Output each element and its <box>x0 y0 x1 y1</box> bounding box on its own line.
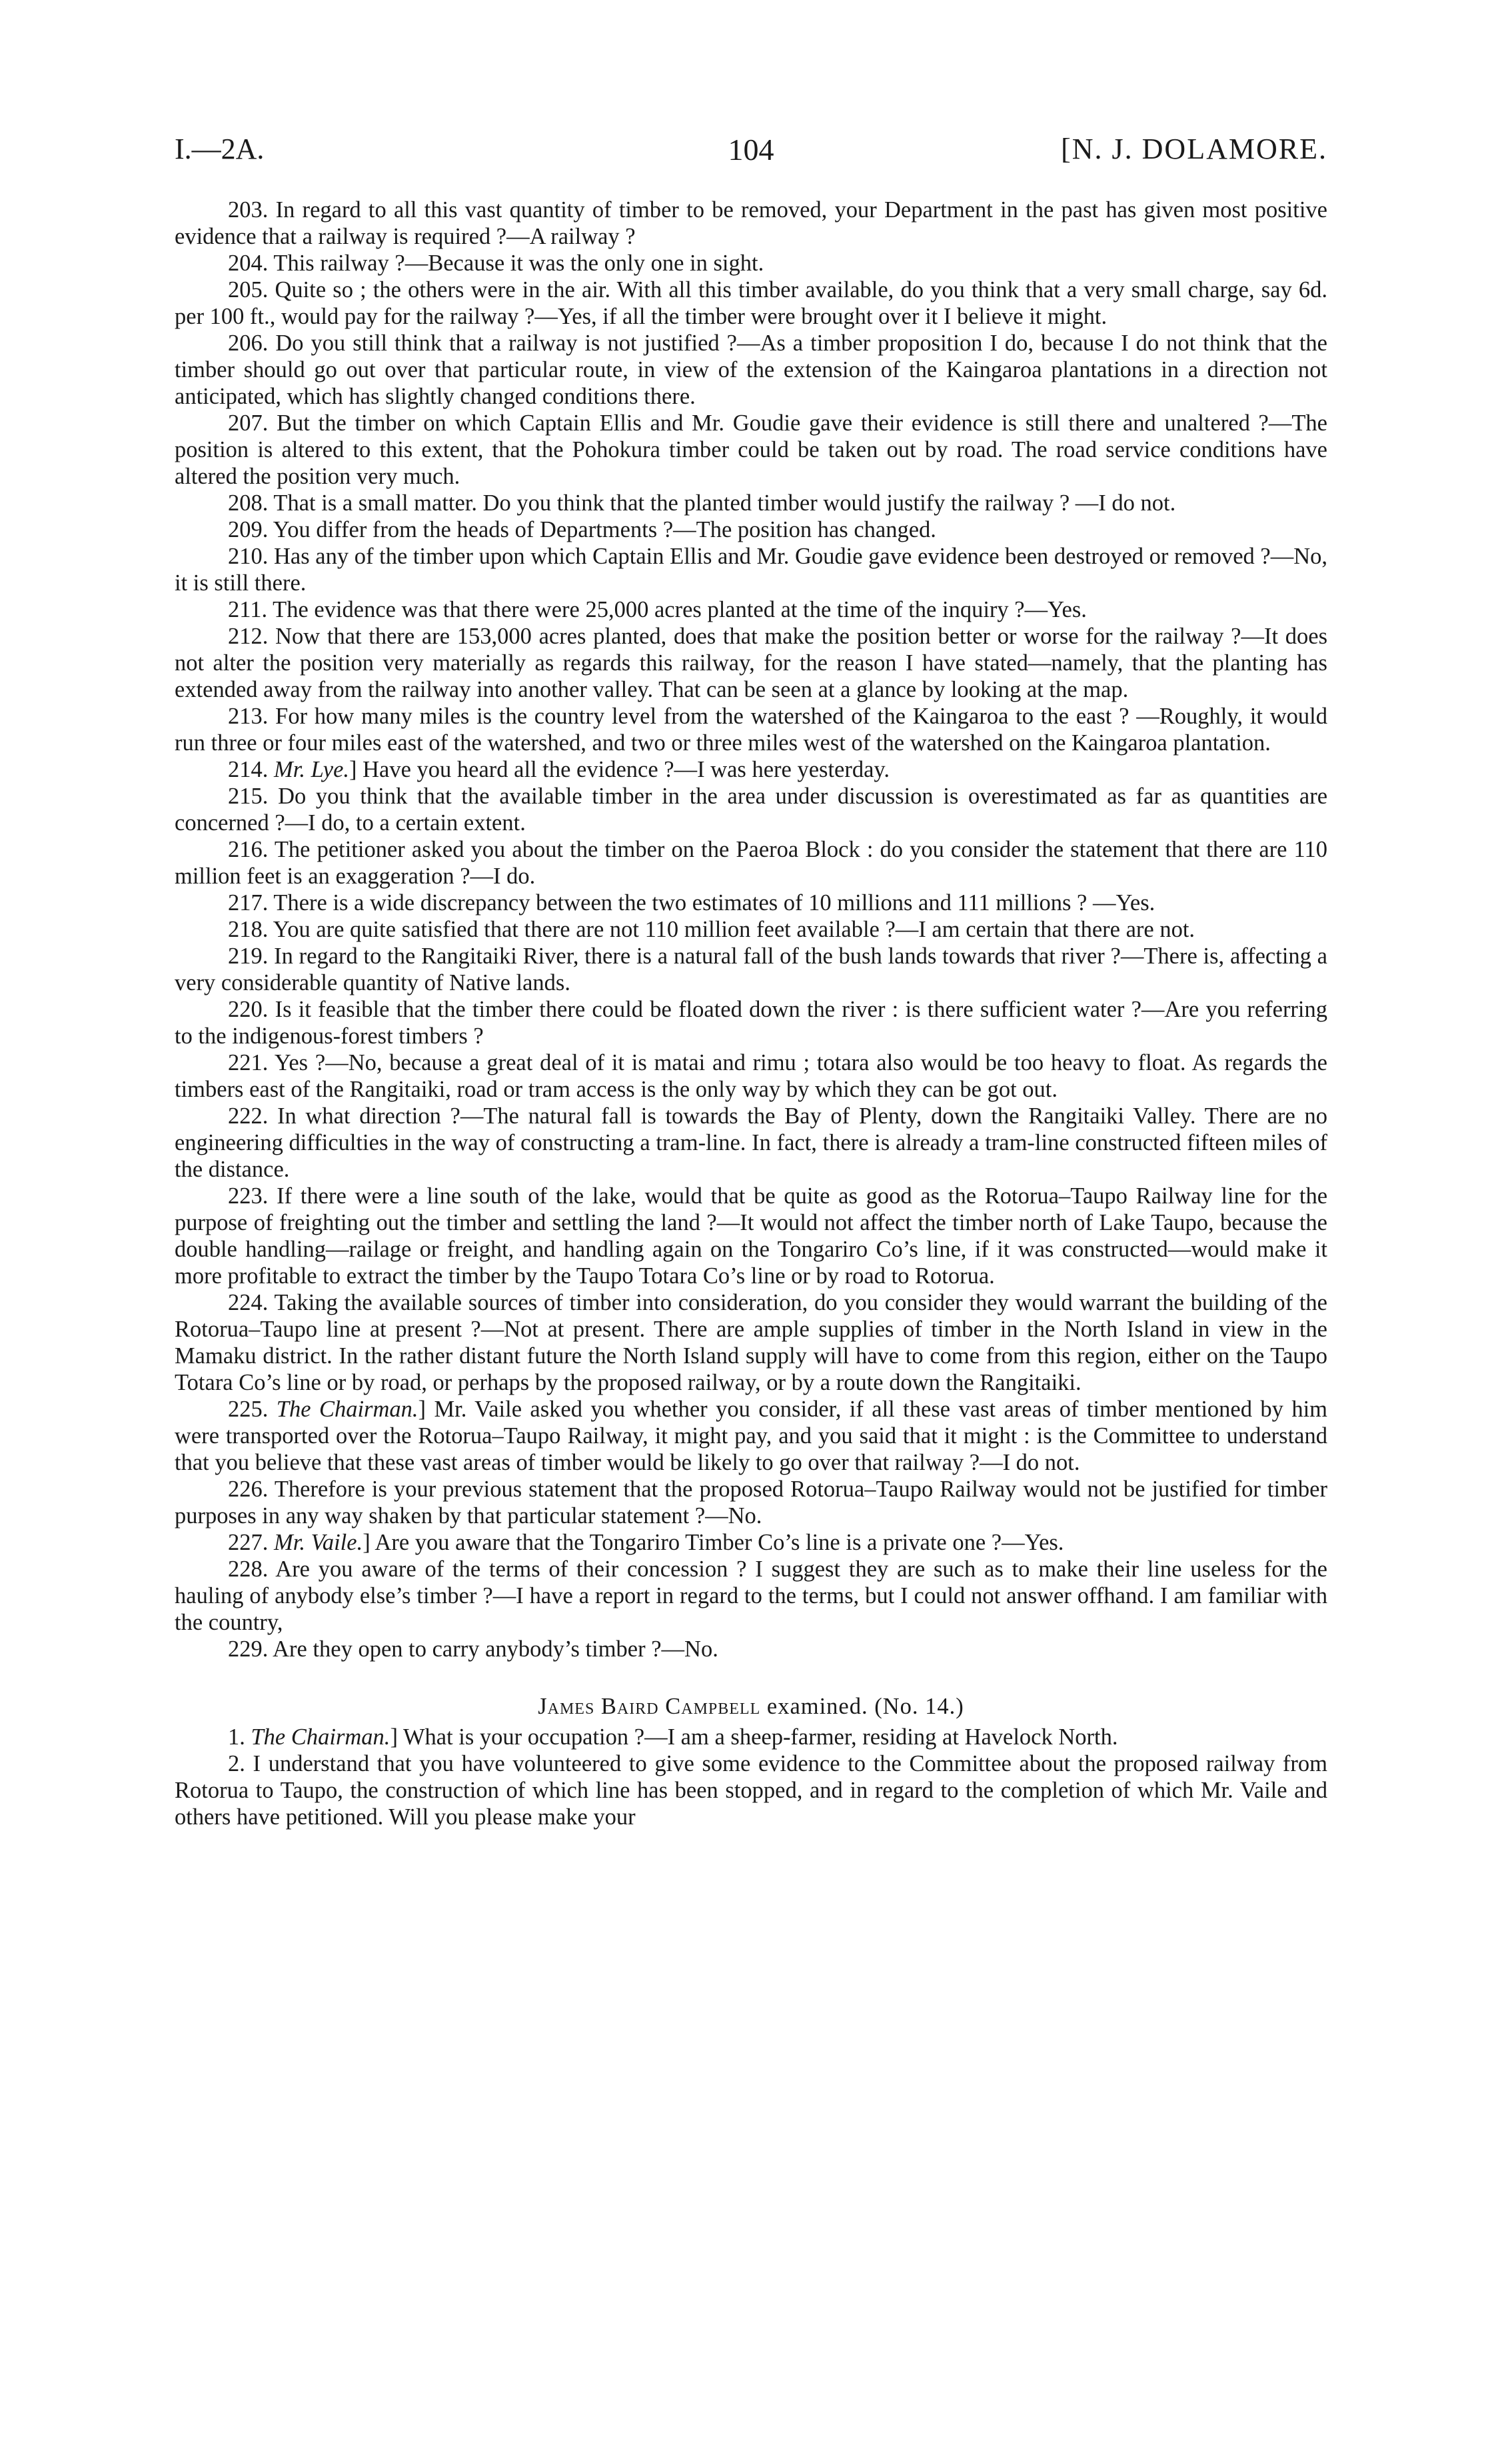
question-number: 206. <box>228 330 269 356</box>
question-text: The evidence was that there were 25,000 acres planted at the time of the inquiry ?—Yes. <box>273 597 1087 622</box>
question-text: Are they open to carry anybody’s timber ?—No. <box>273 1636 718 1662</box>
witness-name-header: [N. J. DOLAMORE. <box>1061 133 1327 165</box>
question-text: I understand that you have volunteered to give some evidence to the Committee about the proposed railway from Rotorua to Taupo, the construction of which line has been stopped, and in regard to the completion of which Mr. Vaile and others have petitioned. Will you please make your <box>175 1751 1327 1830</box>
question-text: Now that there are 153,000 acres planted, does that make the position better or worse for the railway ?—It does not alter the position very materially as regards this railway, for the reason I have stated—namely, that the planting has extended away from the railway into another valley. That can be seen at a glance by looking at the map. <box>175 624 1328 702</box>
question-paragraph <box>175 1750 1327 1830</box>
question-paragraph <box>175 1636 1327 1662</box>
question-number: 229. <box>228 1636 269 1662</box>
question-list <box>175 197 1327 1662</box>
question-number: 211. <box>228 597 268 622</box>
question-text: But the timber on which Captain Ellis and Mr. Goudie gave their evidence is still there and unaltered ?—The position is altered to this extent, that the Pohokura timber could be taken out by road. The road service conditions have altered the position very much. <box>175 410 1327 489</box>
question-text: Therefore is your previous statement that the proposed Rotorua–Taupo Railway would not be justified for timber purposes in any way shaken by that particular statement ?—No. <box>175 1477 1327 1529</box>
question-text: Is it feasible that the timber there could be floated down the river : is there sufficient water ?—Are you referring to the indigenous-forest timbers ? <box>175 997 1328 1049</box>
question-paragraph <box>175 277 1327 330</box>
question-number: 220. <box>228 997 269 1022</box>
question-text: If there were a line south of the lake, would that be quite as good as the Rotorua–Taupo Railway line for the purpose of freighting out the timber and settling the land ?—It would not affect the timber north of Lake Taupo, because the double handling—railage or freight, and handling again on the Tongariro Co’s line, if it was constructed—would make it more profitable to extract the timber by the Taupo Totara Co’s line or by road to Rotorua. <box>175 1183 1328 1289</box>
question-paragraph <box>175 623 1327 703</box>
question-text: There is a wide discrepancy between the two estimates of 10 millions and 111 millions ? —Yes. <box>273 890 1155 916</box>
question-number: 218. <box>228 917 269 942</box>
question-text: Have you heard all the evidence ?—I was here yesterday. <box>363 757 890 782</box>
question-number: 217. <box>228 890 269 916</box>
page-header <box>175 132 1327 172</box>
question-number: 204. <box>228 251 269 276</box>
question-paragraph <box>175 596 1327 623</box>
question-text: You differ from the heads of Departments ?—The position has changed. <box>273 517 936 542</box>
question-number: 208. <box>228 490 269 516</box>
question-number: 228. <box>228 1556 269 1582</box>
question-number: 213. <box>228 704 269 729</box>
section-suffix: examined. (No. 14.) <box>766 1694 964 1719</box>
question-paragraph <box>175 1476 1327 1529</box>
question-text: In regard to the Rangitaiki River, there is a natural fall of the bush lands towards that river ?—There is, affecting a very considerable quantity of Native lands. <box>175 943 1327 995</box>
question-number: 221. <box>228 1050 269 1075</box>
question-number: 227. <box>228 1530 269 1555</box>
question-number: 226. <box>228 1477 269 1502</box>
question-number: 225. <box>228 1397 269 1422</box>
question-text: In regard to all this vast quantity of timber to be removed, your Department in the past has given most positive evidence that a railway is required ?—A railway ? <box>175 197 1327 249</box>
question-number: 224. <box>228 1290 269 1315</box>
page-number: 104 <box>728 133 774 167</box>
question-text: This railway ?—Because it was the only one in sight. <box>273 251 764 276</box>
section-heading <box>175 1693 1327 1720</box>
question-number: 205. <box>228 277 269 303</box>
speaker-name: The Chairman. <box>251 1724 390 1750</box>
question-number: 207. <box>228 410 269 436</box>
paper-reference: I.—2A. <box>175 133 265 165</box>
question-paragraph <box>175 703 1327 756</box>
question-paragraph <box>175 1289 1327 1396</box>
question-number: 223. <box>228 1183 269 1209</box>
question-number: 212. <box>228 624 269 649</box>
question-paragraph <box>175 1556 1327 1636</box>
question-paragraph <box>175 836 1327 890</box>
question-number: 216. <box>228 837 269 862</box>
question-text: Has any of the timber upon which Captain Ellis and Mr. Goudie gave evidence been destroyed or removed ?—No, it is still there. <box>175 544 1327 596</box>
question-text: For how many miles is the country level from the watershed of the Kaingaroa to the east ? —Roughly, it would run three or four miles east of the watershed, and two or three miles west of the watershed on the Kaingaroa plantation. <box>175 704 1327 756</box>
question-text: Do you think that the available timber in the area under discussion is overestimated as far as quantities are concerned ?—I do, to a certain extent. <box>175 784 1328 836</box>
question-paragraph <box>175 197 1327 250</box>
question-paragraph <box>175 250 1327 277</box>
question-paragraph <box>175 943 1327 996</box>
question-number: 209. <box>228 517 269 542</box>
page-body <box>175 197 1327 1830</box>
question-number: 210. <box>228 544 269 569</box>
question-paragraph <box>175 516 1327 543</box>
question-paragraph <box>175 490 1327 516</box>
question-text: The petitioner asked you about the timber on the Paeroa Block : do you consider the statement that there are 110 million feet is an exaggeration ?—I do. <box>175 837 1327 889</box>
question-number: 1. <box>228 1724 245 1750</box>
question-text: Do you still think that a railway is not justified ?—As a timber proposition I do, because I do not think that the timber should go out over that particular route, in view of the extension of the Kaingaroa plantations in a direction not anticipated, which has slightly changed conditions there. <box>175 330 1327 409</box>
question-paragraph <box>175 996 1327 1049</box>
question-number: 219. <box>228 943 269 969</box>
question-text: In what direction ?—The natural fall is towards the Bay of Plenty, down the Rangitaiki Valley. There are no engineering difficulties in the way of constructing a tram-line. In fact, there is already a tram-line constructed fifteen miles of the distance. <box>175 1103 1328 1182</box>
question-paragraph: 214. Mr. Lye.] Have you heard all the evidence ?—I was here yesterday. <box>228 757 890 782</box>
witness-name: James Baird Campbell <box>538 1694 761 1719</box>
question-text: Mr. Vaile asked you whether you consider, if all these vast areas of timber mentioned by him were transported over the Rotorua–Taupo Railway, it might pay, and you said that it might : is the Committee to understand that you believe that these vast areas of timber would be likely to go over that railway ?—I do not. <box>175 1397 1327 1475</box>
question-text: Are you aware of the terms of their concession ? I suggest they are such as to make their line useless for the hauling of anybody else’s timber ?—I have a report in regard to the terms, but I could not answer offhand. I am familiar with the country, <box>175 1556 1327 1635</box>
question-text: What is your occupation ?—I am a sheep-farmer, residing at Havelock North. <box>402 1724 1118 1750</box>
question-number: 215. <box>228 784 269 809</box>
question-text: That is a small matter. Do you think that the planted timber would justify the railway ? —I do not. <box>273 490 1176 516</box>
question-paragraph <box>175 1103 1327 1183</box>
question-text: Quite so ; the others were in the air. With all this timber available, do you think that a very small charge, say 6d. per 100 ft., would pay for the railway ?—Yes, if all the timber were brought over it I believe it might. <box>175 277 1327 329</box>
question-paragraph <box>175 410 1327 490</box>
question-number: 2. <box>228 1751 245 1776</box>
question-paragraph <box>175 783 1327 836</box>
speaker-name: Mr. Lye. <box>274 757 350 782</box>
question-paragraph <box>175 330 1327 410</box>
question-number: 222. <box>228 1103 269 1129</box>
question-list-2 <box>175 1724 1327 1830</box>
question-paragraph: 225. The Chairman.] Mr. Vaile asked you whether you consider, if all these vast areas of timber mentioned by him were transported over the Rotorua–Taupo Railway, it might pay, and you said that it might : is the Committee to understand that you believe that these vast areas of timber would be likely to go over that railway ?—I do not. <box>175 1397 1327 1475</box>
speaker-name: The Chairman. <box>276 1397 418 1422</box>
question-text: Are you aware that the Tongariro Timber Co’s line is a private one ?—Yes. <box>374 1530 1064 1555</box>
question-number: 203. <box>228 197 269 223</box>
question-text: Yes ?—No, because a great deal of it is matai and rimu ; totara also would be too heavy to float. As regards the timbers east of the Rangitaiki, road or tram access is the only way by which they can be got out. <box>175 1050 1327 1102</box>
question-text: You are quite satisfied that there are not 110 million feet available ?—I am certain that there are not. <box>273 917 1195 942</box>
speaker-name: Mr. Vaile. <box>274 1530 363 1555</box>
question-paragraph <box>175 1183 1327 1289</box>
question-text: Taking the available sources of timber into consideration, do you consider they would warrant the building of the Rotorua–Taupo line at present ?—Not at present. There are ample supplies of timber in the North Island in view in the Mamaku district. In the rather distant future the North Island supply will have to come from this region, either on the Taupo Totara Co’s line or by road, or perhaps by the proposed railway, or by a route down the Rangitaiki. <box>175 1290 1327 1395</box>
question-paragraph <box>175 543 1327 596</box>
question-paragraph <box>175 1049 1327 1103</box>
question-paragraph: 1. The Chairman.] What is your occupation ?—I am a sheep-farmer, residing at Havelock North. <box>228 1724 1118 1750</box>
question-paragraph <box>175 916 1327 943</box>
question-number: 214. <box>228 757 269 782</box>
question-paragraph: 227. Mr. Vaile.] Are you aware that the Tongariro Timber Co’s line is a private one ?—Yes. <box>228 1530 1064 1555</box>
question-paragraph <box>175 890 1327 916</box>
